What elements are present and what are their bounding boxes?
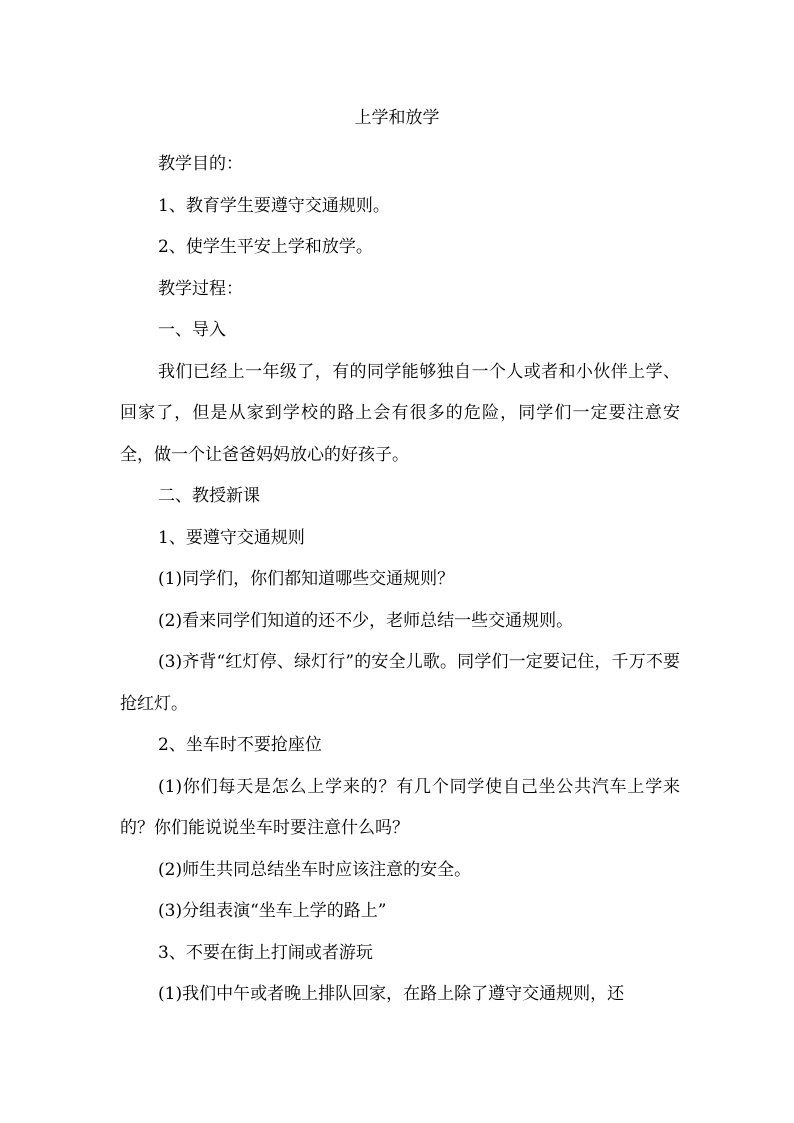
paragraph-rule-1-item-1: (1)同学们，你们都知道哪些交通规则？	[158, 569, 455, 589]
paragraph-objective-2: 2、使学生平安上学和放学。	[158, 237, 373, 257]
document-title: 上学和放学	[354, 108, 440, 128]
paragraph-objectives-heading: 教学目的：	[158, 154, 243, 174]
paragraph-rule-2-heading: 2、坐车时不要抢座位	[158, 735, 322, 755]
paragraph-section-1-heading: 一、导入	[158, 320, 226, 340]
paragraph-intro-text: 我们已经上一年级了，有的同学能够独自一个人或者和小伙伴上学、回家了，但是从家到学校的路上会有很多的危险，同学们一定要注意安全，做一个让爸爸妈妈放心的好孩子。	[120, 361, 680, 465]
paragraph-section-2-heading: 二、教授新课	[158, 486, 260, 506]
paragraph-rule-1-heading: 1、要遵守交通规则	[158, 527, 305, 548]
paragraph-rule-3-item-1: (1)我们中午或者晚上排队回家，在路上除了遵守交通规则，还	[158, 984, 625, 1004]
paragraph-process-heading: 教学过程：	[158, 278, 243, 299]
document-body	[120, 144, 680, 1016]
paragraph-rule-2-item-1: (1)你们每天是怎么上学来的？有几个同学使自己坐公共汽车上学来的？你们能说说坐车时要注意什么吗？	[120, 776, 680, 838]
paragraph-rule-1-item-3: (3)齐背“红灯停、绿灯行”的安全儿歌。同学们一定要记住，千万不要抢红灯。	[120, 652, 680, 714]
paragraph-rule-1-item-2: (2)看来同学们知道的还不少，老师总结一些交通规则。	[158, 610, 574, 631]
paragraph-rule-2-item-2: (2)师生共同总结坐车时应该注意的安全。	[158, 859, 472, 880]
paragraph-rule-3-heading: 3、不要在街上打闹或者游玩	[158, 942, 373, 963]
paragraph-rule-2-item-3: (3)分组表演“坐车上学的路上”	[158, 901, 387, 921]
paragraph-objective-1: 1、教育学生要遵守交通规则。	[158, 195, 390, 216]
